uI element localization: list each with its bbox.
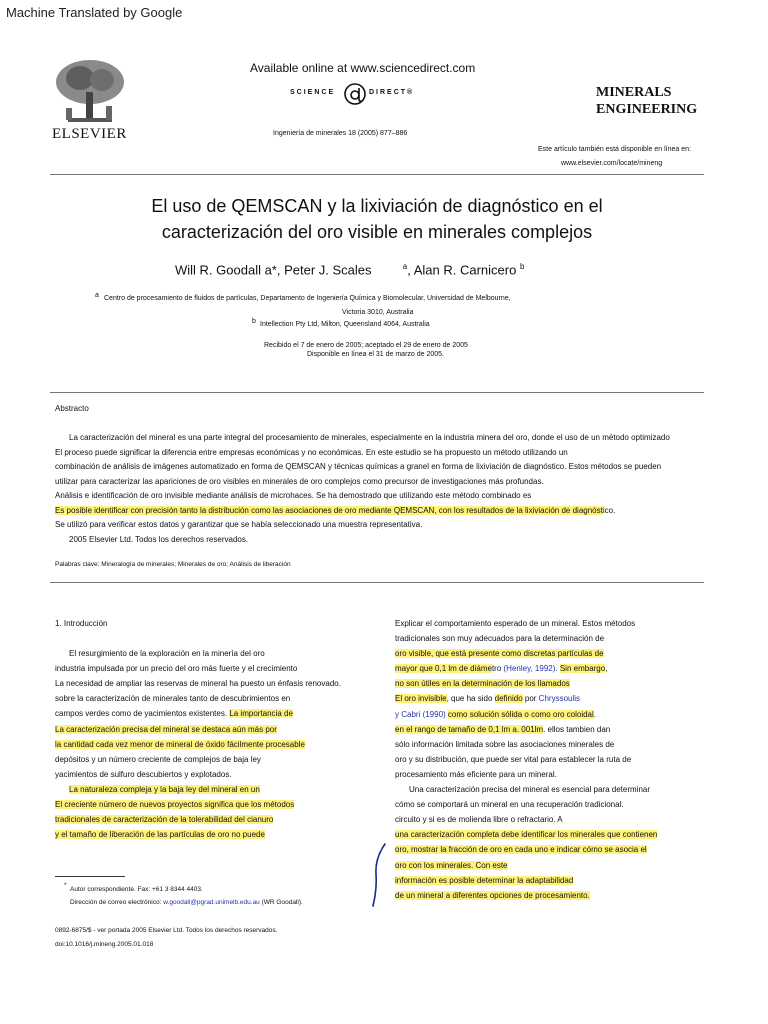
footnote-divider: [55, 876, 125, 877]
abstract-line: combinación de análisis de imágenes automatizado en forma de QEMSCAN y técnicas químicas a granel en forma de lixiviación de diagnóstico. Estos métodos se pueden: [55, 462, 662, 471]
body-line: depósitos y un número creciente de complejos de baja ley: [55, 754, 261, 764]
email-label: Dirección de correo electrónico:: [70, 899, 164, 906]
highlighted-text: Con este: [475, 860, 508, 870]
elsevier-tree-logo: [50, 58, 130, 130]
body-line: [55, 827, 375, 842]
copyright-line: 2005 Elsevier Ltd. Todos los derechos reservados.: [69, 534, 249, 544]
machine-translation-banner: Machine Translated by Google: [6, 5, 183, 20]
body-line: [55, 737, 375, 752]
abstract-line: Se utilizó para verificar estos datos y garantizar que se había seleccionado una muestra representativa.: [55, 520, 423, 529]
left-column: [55, 616, 375, 842]
keywords-divider: [50, 582, 704, 583]
body-line: yacimientos de sulfuro descubiertos y explotados.: [55, 769, 232, 779]
issn-line: 0892-6875/$ - ver portada 2005 Elsevier Ltd. Todos los derechos reservados.: [55, 927, 278, 934]
footnote-corresponding: Autor correspondiente. Fax: +61 3 8344 4403.: [70, 886, 203, 893]
sd-at-icon: [343, 80, 367, 108]
right-column: [395, 616, 715, 903]
highlighted-text: mayor que 0,1 lm de diáme: [395, 664, 492, 674]
body-line: [395, 827, 715, 842]
body-text: tro: [491, 664, 504, 674]
journal-title: [596, 84, 697, 118]
highlighted-text: tradicionales de caracterización de la tolerabilidad del cianuro: [55, 815, 274, 825]
doi-line[interactable]: doi:10.1016/j.mineng.2005.01.018: [55, 941, 154, 948]
highlighted-text: Sin embargo: [559, 664, 606, 674]
highlighted-text: Es posible identificar con precisión tanto la distribución como las asociaciones de oro mediante QEMSCAN, con los resultados de la lixiviación de diagnóst: [55, 505, 603, 515]
body-text: por: [522, 694, 539, 704]
highlighted-text: El creciente número de nuevos proyectos significa que los métodos: [55, 800, 295, 810]
body-line: sobre la caracterización de minerales tanto de descubrimientos en: [55, 694, 291, 704]
footnote-email: [70, 897, 303, 908]
body-line: sólo información limitada sobre las asociaciones minerales de: [395, 739, 615, 749]
highlighted-text: información es posible determinar la adaptabilidad: [395, 875, 574, 885]
highlighted-text: no son útiles en la determinación de los llamados: [395, 679, 570, 689]
highlighted-text: y el tamaño de liberación de las partículas de oro no puede: [55, 830, 265, 840]
affiliation-b: Intellection Pty Ltd, Milton, Queensland 4064, Australia: [260, 321, 430, 328]
highlighted-text: en el rango de tamaño de 0,1 lm a. 001lm: [395, 724, 544, 734]
authors: [175, 262, 524, 277]
journal-title-line1: MINERALS: [596, 85, 672, 100]
body-text: . ellos tambien dan: [543, 724, 611, 734]
abstract-line: El proceso puede significar la diferencia entre empresas económicas y no económicas. En este estudio se ha propuesto un método utilizando un: [55, 447, 568, 457]
keywords: Palabras clave: Mineralogía de minerales; Minerales de oro; Análisis de liberación: [55, 561, 291, 568]
body-line: [395, 722, 715, 737]
highlighted-text: una caracterización completa debe identificar los minerales que contienen: [395, 830, 658, 840]
body-text: ,: [605, 664, 608, 674]
highlighted-text: La caracterización precisa del mineral se destaca aún más por: [55, 724, 277, 734]
affiliation-a-mark: a: [95, 292, 99, 299]
body-line: tradicionales son muy adecuados para la determinación de: [395, 634, 605, 644]
body-line: Explicar el comportamiento esperado de un mineral. Estos métodos: [395, 619, 636, 628]
authors-text-2: , Alan R. Carnicero: [407, 262, 517, 278]
affiliation-a-line2: Victoria 3010, Australia: [342, 309, 414, 316]
body-line: [395, 676, 715, 691]
highlighted-text: oro, mostrar la fracción de oro en cada uno e indicar cómo se asocia el: [395, 845, 647, 855]
body-line: [395, 707, 715, 722]
citation-link[interactable]: y Cabri (1990): [395, 709, 446, 719]
article-title-line1: El uso de QEMSCAN y la lixiviación de diagnóstico en el: [151, 196, 603, 216]
highlighted-text: de un mineral a diferentes opciones de procesamiento.: [395, 890, 590, 900]
available-online: Available online at www.sciencedirect.com: [250, 61, 476, 75]
abstract-line: utilizar para caracterizar las apariciones de oro visibles en minerales de oro complejos como precursor de investigaciones más profundas.: [55, 476, 544, 486]
body-line: cómo se comportará un mineral en una recuperación tradicional.: [395, 800, 624, 810]
body-text: , que ha sido: [446, 694, 495, 704]
body-line: [395, 842, 715, 857]
highlighted-text: definido: [494, 694, 523, 704]
body-line: circuito y si es de molienda libre o refractario. A: [395, 815, 563, 825]
body-line: procesamiento más eficiente para un mineral.: [395, 769, 557, 779]
sd-right-text: DIRECT®: [369, 89, 415, 96]
affiliation-b-mark: b: [252, 318, 256, 325]
author-sup-b: b: [519, 262, 525, 271]
sciencedirect-logo: [290, 80, 440, 108]
abstract-text: ico.: [602, 505, 616, 515]
article-title-line2: caracterización del oro visible en minerales complejos: [161, 222, 593, 242]
body-text: .: [555, 664, 560, 674]
citation-link[interactable]: (Henley, 1992): [503, 664, 556, 674]
publisher-name: ELSEVIER: [52, 126, 127, 142]
pen-annotation-mark: [365, 840, 389, 910]
abstract-line-highlighted: [55, 504, 705, 519]
highlighted-text: El oro invisible: [395, 694, 447, 704]
body-line: [55, 797, 375, 812]
body-line: [395, 888, 715, 903]
author-sup-a: a: [402, 262, 408, 271]
body-line: [395, 661, 715, 676]
body-text: campos verdes como de yacimientos existentes.: [55, 709, 230, 719]
body-line: El resurgimiento de la exploración en la minería del oro: [69, 649, 265, 659]
abstract-top-divider: [50, 392, 704, 393]
journal-reference: Ingeniería de minerales 18 (2005) 877–886: [273, 130, 408, 137]
body-line: [395, 691, 715, 706]
highlighted-text: la cantidad cada vez menor de mineral de óxido fácilmente procesable: [55, 739, 305, 749]
body-line: [55, 706, 375, 721]
body-line: [395, 858, 715, 873]
abstract-body: [55, 431, 705, 547]
email-owner: (WR Goodall).: [259, 899, 303, 906]
abstract-line: La caracterización del mineral es una parte integral del procesamiento de minerales, especialmente en la industria minera del oro, donde el uso de un método optimizado: [69, 433, 670, 442]
highlighted-text: La importancia de: [229, 709, 293, 719]
highlighted-text: como solución sólida o como oro coloidal: [447, 709, 594, 719]
authors-text-1: Will R. Goodall a*, Peter J. Scales: [175, 262, 372, 278]
journal-title-line2: ENGINEERING: [596, 102, 698, 117]
affiliation-a-line1: Centro de procesamiento de fluidos de partículas, Departamento de Ingeniería Química y Biomolecular, Universidad de Melbourne,: [104, 295, 511, 302]
also-available-note: Este artículo también está disponible en línea en:: [538, 146, 691, 153]
body-line: [395, 646, 715, 661]
sd-left-text: SCIENCE: [290, 89, 336, 96]
header-divider: [50, 174, 704, 175]
email-link[interactable]: w.goodall@pgrad.unimelb.edu.au: [163, 899, 260, 906]
footnote-mark: *: [64, 882, 67, 889]
body-line: [55, 722, 375, 737]
article-title: [50, 193, 704, 245]
body-line: [55, 782, 375, 797]
body-line: oro y su distribución, que puede ser vital para establecer la ruta de: [395, 754, 632, 764]
body-line: Una caracterización precisa del mineral es esencial para determinar: [409, 785, 651, 795]
body-text: .: [593, 709, 597, 719]
online-date: Disponible en línea el 31 de marzo de 2005.: [307, 351, 444, 358]
highlighted-text: oro con los minerales.: [395, 860, 476, 870]
journal-url[interactable]: www.elsevier.com/locate/mineng: [561, 160, 663, 167]
body-line: [395, 873, 715, 888]
section-heading: 1. Introducción: [55, 619, 108, 628]
citation-link[interactable]: Chryssoulis: [538, 694, 581, 704]
abstract-line: Análisis e identificación de oro invisible mediante análisis de microhaces. Se ha demostrado que utilizando este método combinado es: [55, 491, 532, 500]
body-line: La necesidad de ampliar las reservas de mineral ha puesto un énfasis renovado.: [55, 679, 341, 689]
body-line: industria impulsada por un precio del oro más fuerte y el crecimiento: [55, 664, 298, 674]
received-dates: Recibido el 7 de enero de 2005; aceptado el 29 de enero de 2005: [264, 342, 468, 349]
body-line: [55, 812, 375, 827]
highlighted-text: La naturaleza compleja y la baja ley del mineral en un: [69, 784, 260, 794]
highlighted-text: oro visible, que está presente como discretas partículas de: [395, 649, 604, 659]
abstract-heading: Abstracto: [55, 404, 89, 413]
